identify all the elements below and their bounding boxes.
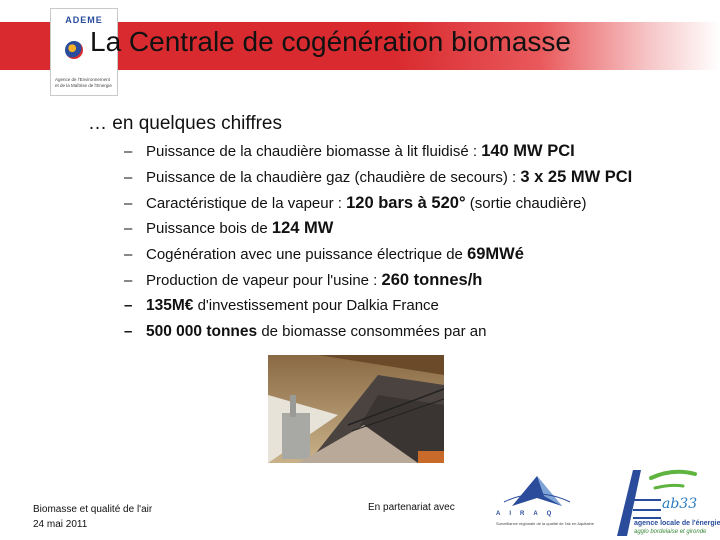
fact-value: 124 MW bbox=[271, 219, 334, 238]
fact-value: 69MWé bbox=[467, 245, 524, 264]
airaq-logo-tagline: Surveillance régionale de la qualité de l'air en Aquitaine bbox=[496, 521, 594, 526]
bullet-dash: – bbox=[124, 143, 133, 161]
fact-text: Production de vapeur pour l'usine : bbox=[146, 271, 382, 289]
partner-label: En partenariat avec bbox=[368, 502, 455, 513]
bullet-dash: – bbox=[124, 297, 133, 315]
airaq-logo-letters: AIRAQ bbox=[496, 511, 561, 517]
airaq-logo bbox=[494, 466, 594, 528]
fact-item-investment bbox=[124, 293, 632, 319]
fact-value: 120 bars à 520° bbox=[346, 193, 466, 212]
ademe-logo-tagline-1: Agence de l'Environnement bbox=[55, 77, 110, 82]
plant-photo bbox=[268, 355, 444, 463]
fact-text: Caractéristique de la vapeur : bbox=[146, 194, 347, 212]
footer-event bbox=[33, 502, 152, 532]
fact-lead-value: 500 000 tonnes bbox=[146, 322, 258, 340]
fact-lead-value: 135M€ bbox=[146, 296, 194, 314]
ale-logo-name: ab33 bbox=[662, 496, 698, 512]
fact-item-gas-boiler bbox=[124, 165, 632, 191]
bullet-dash: – bbox=[124, 323, 133, 341]
fact-text: d'investissement pour Dalkia France bbox=[193, 297, 439, 315]
fact-text: de biomasse consommées par an bbox=[257, 323, 487, 341]
fact-item-biomass-consumption bbox=[124, 319, 632, 345]
footer-event-title: Biomasse et qualité de l'air bbox=[33, 504, 153, 515]
fact-text: Cogénération avec une puissance électrique de bbox=[146, 246, 468, 264]
bullet-dash: – bbox=[124, 220, 133, 238]
fact-text: Puissance de la chaudière biomasse à lit fluidisé : bbox=[146, 143, 482, 161]
fact-text: Puissance bois de bbox=[146, 220, 272, 238]
fact-value: 140 MW PCI bbox=[481, 142, 575, 161]
fact-value: 260 tonnes/h bbox=[381, 270, 483, 289]
facts-list bbox=[124, 139, 632, 345]
ademe-logo-brand: ADEME bbox=[65, 15, 103, 25]
ale-logo-tagline-1: agence locale de l'énergie bbox=[634, 520, 720, 527]
ale-logo-tagline-2: agglo bordelaise et gironde bbox=[634, 529, 707, 535]
fact-item-wood-power bbox=[124, 216, 632, 242]
fact-item-biomass-boiler bbox=[124, 139, 632, 165]
bullet-dash: – bbox=[124, 271, 133, 289]
footer-event-date: 24 mai 2011 bbox=[33, 519, 88, 530]
ale-logo bbox=[603, 466, 715, 538]
bullet-dash: – bbox=[124, 246, 133, 264]
fact-item-steam bbox=[124, 190, 632, 216]
bullet-dash: – bbox=[124, 194, 133, 212]
ademe-logo-emblem bbox=[65, 41, 83, 59]
fact-value: 3 x 25 MW PCI bbox=[520, 168, 633, 187]
plant-photo-illustration bbox=[268, 355, 444, 463]
bullet-dash: – bbox=[124, 169, 133, 187]
fact-item-steam-production bbox=[124, 267, 632, 293]
slide-title: La Centrale de cogénération biomasse bbox=[90, 26, 571, 57]
section-subtitle: … en quelques chiffres bbox=[88, 113, 282, 134]
ademe-logo-tagline bbox=[55, 77, 115, 89]
ademe-logo-tagline-2: et de la Maîtrise de l'Energie bbox=[55, 83, 112, 88]
fact-text: Puissance de la chaudière gaz (chaudière de secours) : bbox=[146, 169, 521, 187]
fact-text-after: (sortie chaudière) bbox=[465, 194, 587, 212]
fact-item-cogeneration bbox=[124, 242, 632, 268]
